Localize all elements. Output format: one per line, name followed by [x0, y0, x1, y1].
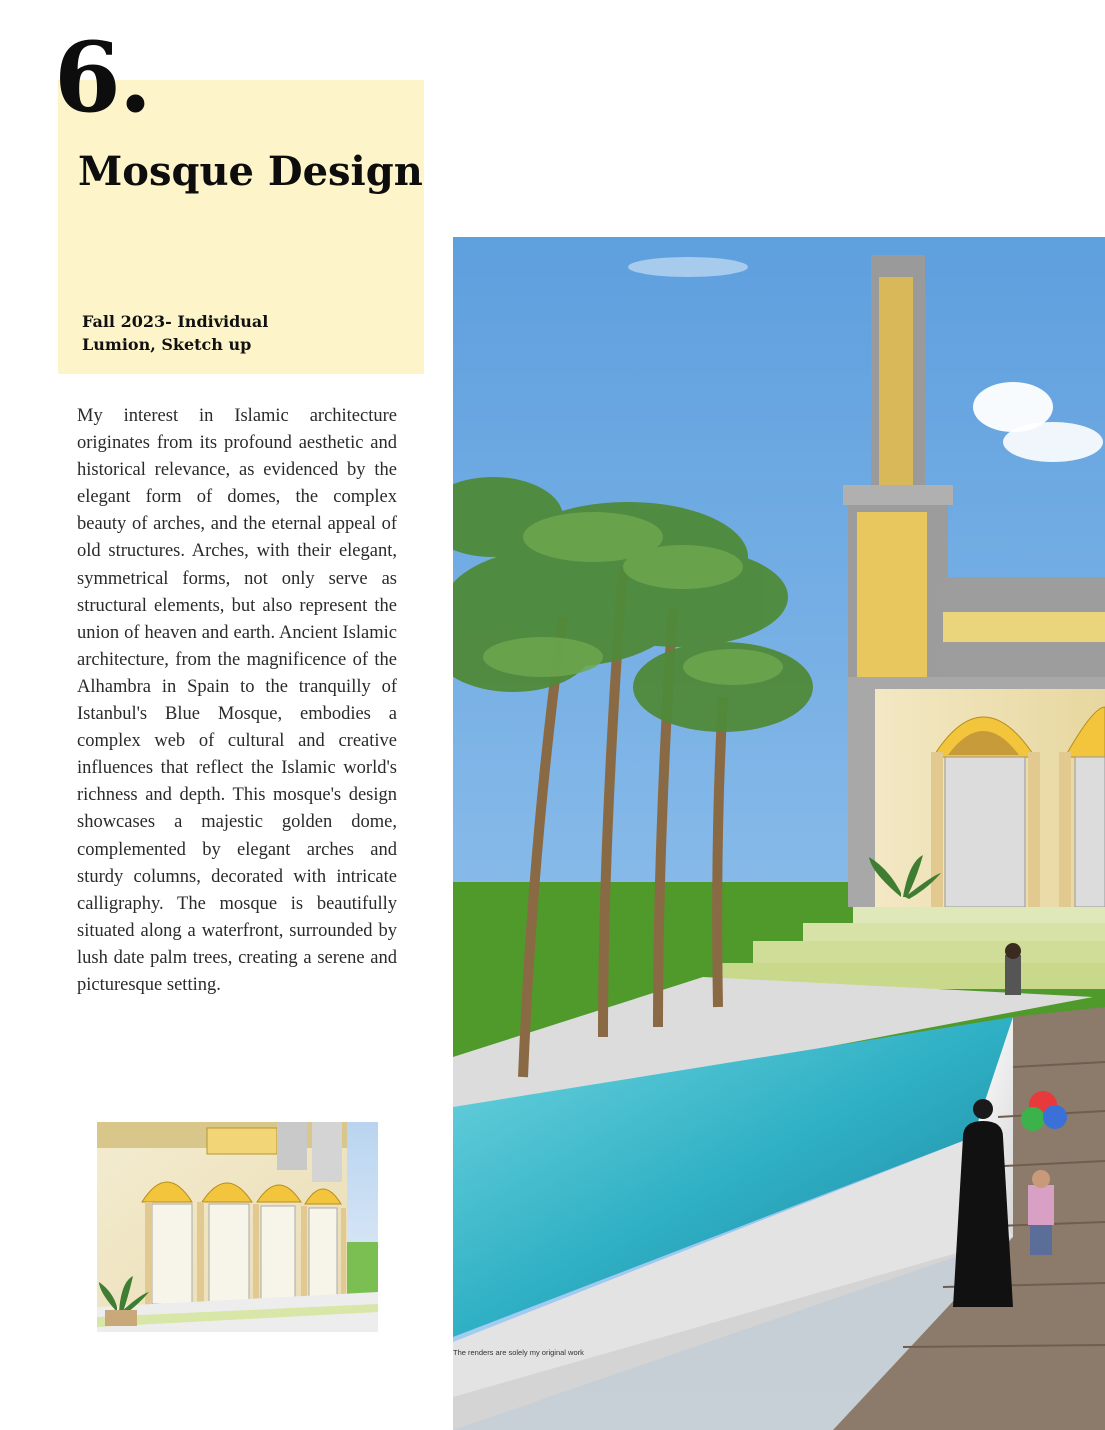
mosque-waterfront-render [453, 237, 1105, 1430]
project-term: Fall 2023- Individual [82, 312, 269, 331]
facade-arches-render [97, 1122, 378, 1332]
page-title: Mosque Design [78, 148, 423, 195]
render-caption: The renders are solely my original work [453, 1348, 584, 1357]
section-number: 6. [54, 21, 151, 134]
project-description: My interest in Islamic architecture originates from its profound aesthetic and historical relevance, as evidenced by the elegant form of domes, the complex beauty of arches, and the eternal appeal of old structures. Arches, with their elegant, symmetrical forms, not only serve as structural elements, but also represent the union of heaven and earth. Ancient Islamic architecture, from the magnificence of the Alhambra in Spain to the tranquilly of Istanbul's Blue Mosque, embodies a complex web of cultural and creative influences that reflect the Islamic world's richness and depth. This mosque's design showcases a majestic golden dome, complemented by elegant arches and sturdy columns, decorated with intricate calligraphy. The mosque is beautifully situated along a waterfront, surrounded by lush date palm trees, creating a serene and picturesque setting. [77, 406, 397, 995]
project-meta [82, 310, 268, 356]
project-tools: Lumion, Sketch up [82, 335, 252, 354]
